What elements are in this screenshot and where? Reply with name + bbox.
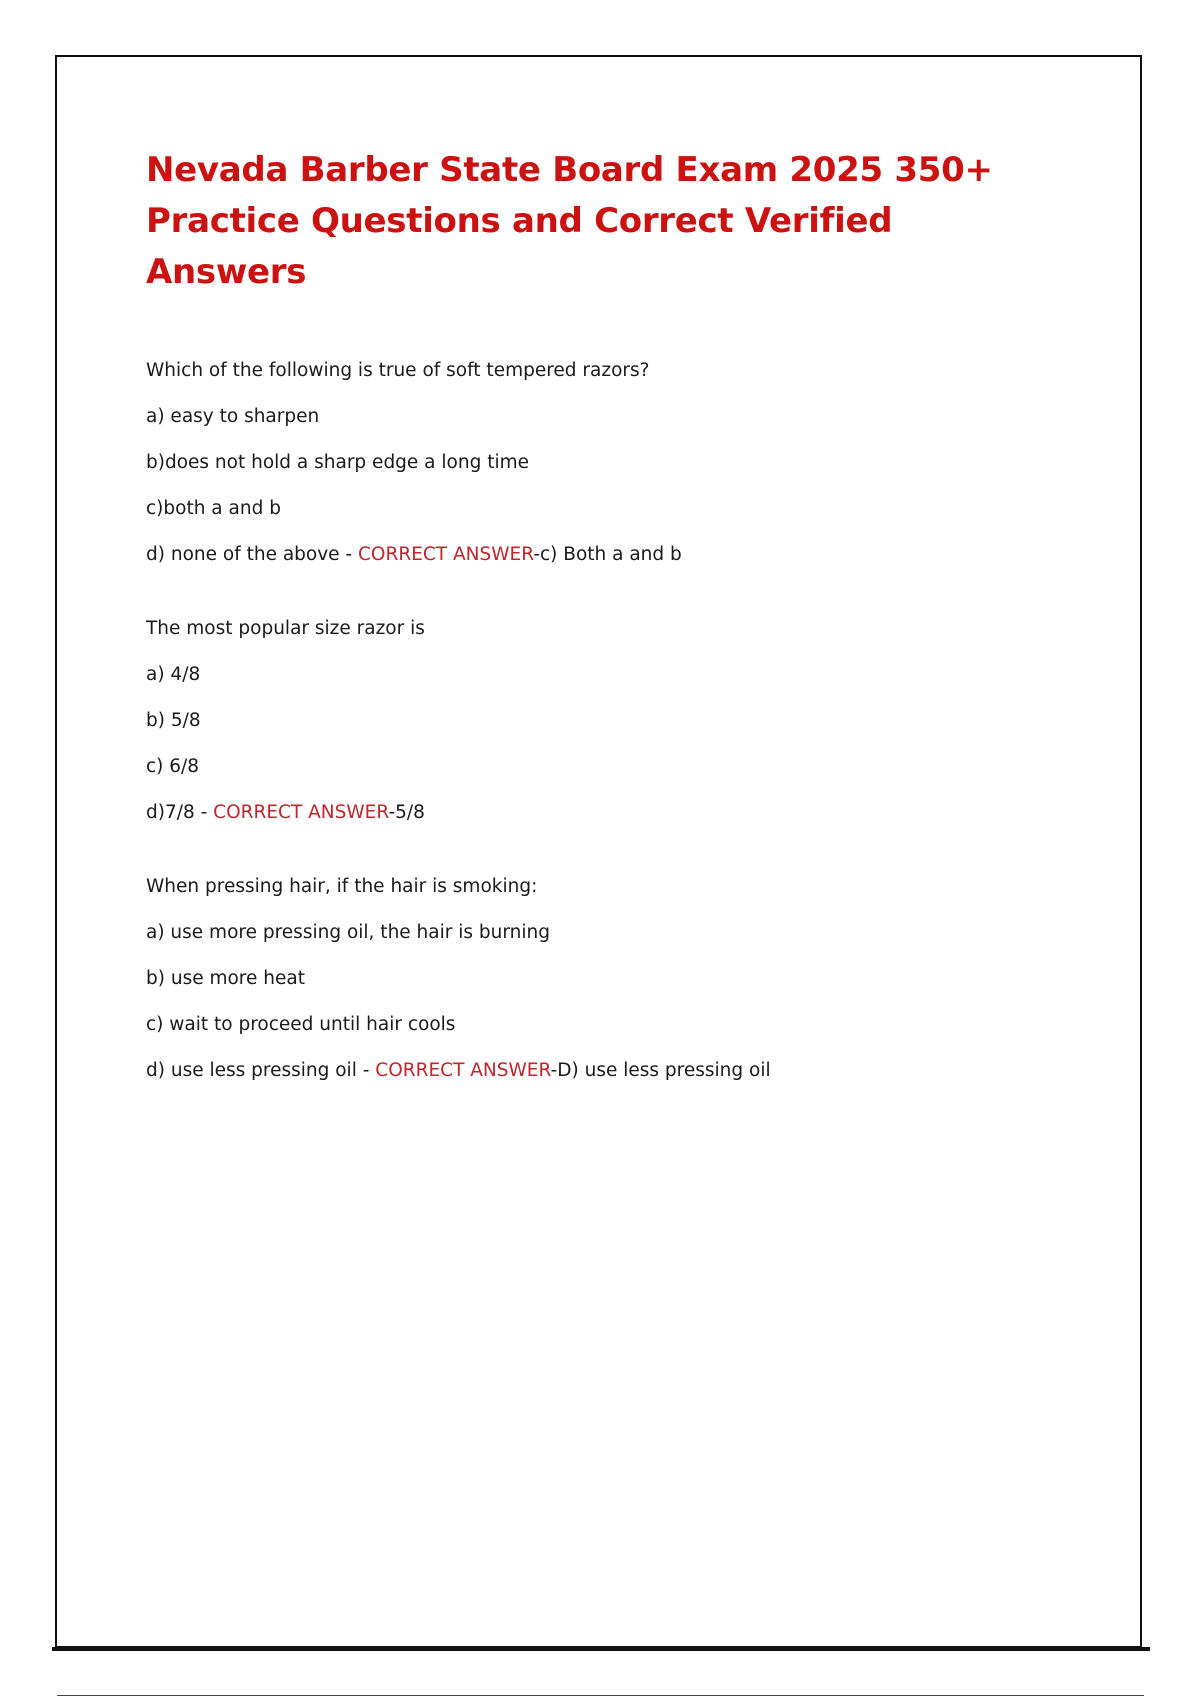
document-title bbox=[146, 145, 1046, 298]
question-block-1 bbox=[146, 360, 1046, 566]
correct-answer-value: -5/8 bbox=[388, 802, 425, 823]
answer-option: a) 4/8 bbox=[146, 664, 201, 685]
correct-answer-label: CORRECT ANSWER bbox=[213, 802, 389, 823]
answer-option: c)both a and b bbox=[146, 498, 281, 519]
answer-option: b)does not hold a sharp edge a long time bbox=[146, 452, 530, 473]
answer-option: a) use more pressing oil, the hair is burning bbox=[146, 922, 550, 943]
answer-option-with-answer bbox=[146, 544, 1046, 566]
question-text: The most popular size razor is bbox=[146, 618, 425, 639]
question-block-2 bbox=[146, 618, 1046, 824]
answer-option-with-answer bbox=[146, 1060, 1046, 1082]
answer-option: b) use more heat bbox=[146, 968, 305, 989]
next-page-top-rule bbox=[57, 1695, 1144, 1696]
correct-answer-value: -D) use less pressing oil bbox=[550, 1060, 771, 1081]
answer-option: a) easy to sharpen bbox=[146, 406, 320, 427]
question-block-3 bbox=[146, 876, 1046, 1082]
answer-option-text: d) none of the above - bbox=[146, 544, 358, 565]
correct-answer-label: CORRECT ANSWER bbox=[375, 1060, 551, 1081]
correct-answer-label: CORRECT ANSWER bbox=[358, 544, 534, 565]
document-content bbox=[146, 145, 1046, 1082]
document-title-line-2: Practice Questions and Correct Verified Answers bbox=[146, 201, 893, 292]
correct-answer-value: -c) Both a and b bbox=[533, 544, 682, 565]
question-text: Which of the following is true of soft tempered razors? bbox=[146, 360, 650, 381]
answer-option-text: d) use less pressing oil - bbox=[146, 1060, 376, 1081]
answer-option-with-answer bbox=[146, 802, 1046, 824]
document-title-line-1: Nevada Barber State Board Exam 2025 350+ bbox=[146, 150, 993, 190]
answer-option: c) 6/8 bbox=[146, 756, 200, 777]
answer-option: c) wait to proceed until hair cools bbox=[146, 1014, 456, 1035]
question-text: When pressing hair, if the hair is smoking: bbox=[146, 876, 538, 897]
answer-option-text: d)7/8 - bbox=[146, 802, 214, 823]
answer-option: b) 5/8 bbox=[146, 710, 201, 731]
page-bottom-rule bbox=[52, 1647, 1150, 1651]
